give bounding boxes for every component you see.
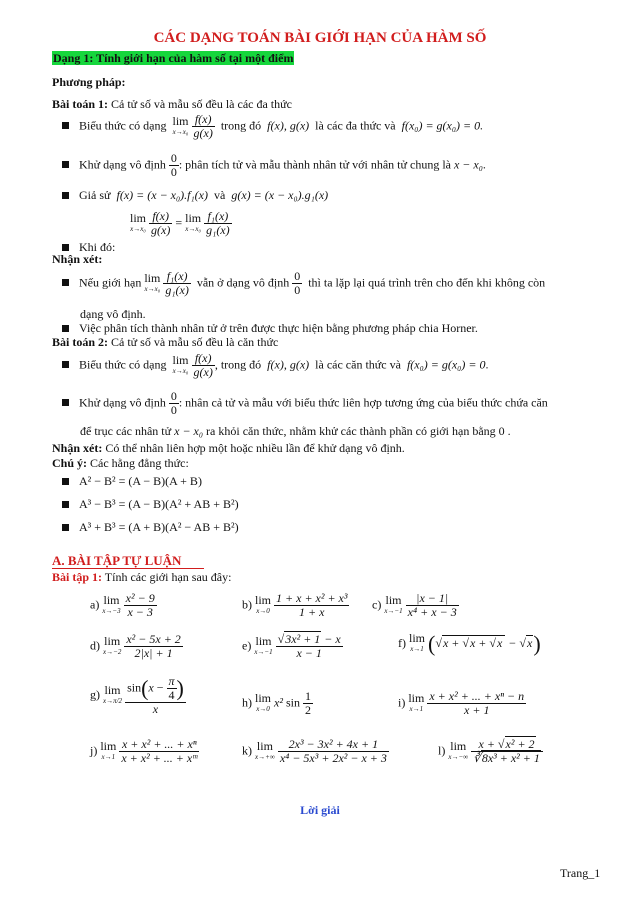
bt1-expr-mid2: là các đa thức và — [315, 118, 396, 133]
identity-3 — [62, 520, 239, 535]
bullet-icon — [62, 325, 69, 332]
identity-text: A² − B² = (A − B)(A + B) — [79, 474, 202, 488]
chu-y — [52, 456, 189, 471]
bt2-khu-row: Khử dạng vô định $\frac{0}{0}$ : nhân cả tử và mẫu với biểu thức liên hợp tương ứng của biểu thức chứa căn — [62, 390, 548, 417]
bt1-expr-prefix: Biểu thức có dạng — [79, 118, 167, 133]
exercise-a: a) lim x→−3 $\frac{\text{x² − 9}}{x - 3}$ — [90, 591, 155, 619]
bai-toan-2-text: Cả tử số và mẫu số đều là căn thức — [108, 335, 279, 349]
exercise-label: c) — [372, 597, 382, 612]
bt1-khu-suffix: : phân tích tử và mẫu thành nhân tử với nhân tử chung là — [178, 157, 451, 172]
exercise-b: b) lim x→0 $\frac{\text{1 + x + x² + x³}}{1 + x}$ — [242, 591, 348, 619]
section-a-heading: A. BÀI TẬP TỰ LUẬN — [52, 553, 182, 568]
identity-text: A³ + B³ = (A + B)(A² − AB + B²) — [79, 520, 239, 534]
exercise-i: i) lim x→1 $\frac{\text{x + x² + ... + xⁿ − n}}{x + 1}$ — [398, 689, 525, 717]
exercise-f: f) lim x→1 (√x + √x + √x − √x) — [398, 631, 541, 656]
exercise-j: j) lim x→1 $\frac{\text{x + x² + ... + xⁿ}}{\text{x + x² + ... + xᵐ}}$ — [90, 737, 198, 765]
nx1-a-mid: vẫn ở dạng vô định — [196, 275, 290, 290]
bai-toan-2 — [52, 335, 278, 350]
exercise-label: a) — [90, 597, 100, 612]
exercise-label: e) — [242, 638, 252, 653]
page-title: CÁC DẠNG TOÁN BÀI GIỚI HẠN CỦA HÀM SỐ — [153, 30, 487, 46]
exercise-label: i) — [398, 695, 406, 710]
exercise-label: k) — [242, 743, 252, 758]
bt2-khu-suffix: : nhân cả tử và mẫu với biểu thức liên hợp tương ứng của biểu thức chứa căn — [178, 395, 548, 410]
bt2-khu-cont-a: để trục các nhân tử — [80, 424, 172, 438]
nhan-xet-1-a: Nếu giới hạn lim x→x₀ $\frac{\text{f₁(x)}}{\text{g₁(x)}}$ vẫn ở dạng vô định $\frac{0}{0}$ thì ta lặp lại quá trình trên cho đến khi không còn — [62, 270, 545, 297]
fraction-zero-zero: $\frac{0}{0}$ — [170, 151, 177, 179]
bt1-gia-su: Giả sử — [79, 188, 111, 202]
exercise-label: l) — [438, 743, 446, 758]
nhan-xet-2 — [52, 441, 405, 456]
bt2-khu-cont-b: ra khỏi căn thức, nhằm khử các thành phần có giới hạn bằng 0 . — [206, 424, 511, 438]
bullet-icon — [62, 161, 69, 168]
exercise-d: d) lim x→−2 $\frac{\text{x² − 5x + 2}}{2|x| + 1}$ — [90, 632, 181, 660]
bt1-khi-do-formula: lim x→x₀ $\frac{f(x)}{g(x)}$ = lim x→x₀ $\frac{\text{f₁(x)}}{\text{g₁(x)}}$ — [130, 209, 230, 237]
nhan-xet-1-a-cont: dạng vô định. — [80, 307, 146, 321]
bt2-khu-cont: để trục các nhân tử x − x₀ ra khỏi căn thức, nhằm khử các thành phần có giới hạn bằng 0 . — [80, 424, 511, 438]
bt1-gia-su-row: Giả sử f(x) = (x − x₀).f₁(x) và g(x) = (x − x₀).g₁(x) — [62, 188, 328, 203]
exercise-k: k) lim x→+∞ $\frac{\text{2x³ − 3x² + 4x + 1}}{\text{x⁴ − 5x³ + 2x² − x + 3}}$ — [242, 737, 387, 765]
bt1-khu-prefix: Khử dạng vô định — [79, 157, 166, 172]
bullet-icon — [62, 244, 69, 251]
bai-toan-1 — [52, 97, 292, 112]
bai-tap-1 — [52, 570, 231, 585]
nhan-xet-2-label: Nhận xét: — [52, 441, 103, 455]
exercise-label: d) — [90, 638, 100, 653]
exercise-label: j) — [90, 743, 98, 758]
bullet-icon — [62, 192, 69, 199]
nx1-b-text: Việc phân tích thành nhân tử ở trên được thực hiện bằng phương pháp chia Horner. — [79, 321, 478, 335]
bt1-va: và — [214, 188, 226, 202]
bt1-expression-row: Biểu thức có dạng lim x→x₀ $\frac{f(x)}{g(x)}$ trong đó f(x), g(x) là các đa thức và f(x₀) = g(x₀) = 0. — [62, 113, 483, 140]
bullet-icon — [62, 399, 69, 406]
bai-toan-1-text: Cả tử số và mẫu số đều là các đa thức — [108, 97, 292, 111]
bullet-icon — [62, 501, 69, 508]
bullet-icon — [62, 361, 69, 368]
bullet-icon — [62, 122, 69, 129]
exercise-c: c) lim x→−1 $\frac{|x - 1|}{\text{x⁴ + x − 3}}$ — [372, 591, 457, 619]
identity-2 — [62, 497, 239, 512]
bt2-khu-prefix: Khử dạng vô định — [79, 395, 166, 410]
page-number: Trang_1 — [560, 866, 601, 880]
bai-tap-1-text: Tính các giới hạn sau đây: — [102, 570, 232, 584]
bt1-expr-mid: trong đó — [220, 118, 262, 133]
nhan-xet-1: Nhận xét: — [52, 252, 103, 266]
nhan-xet-2-text: Có thể nhân liên hợp một hoặc nhiều lần để khử dạng vô định. — [102, 441, 405, 455]
bt1-khu-row: Khử dạng vô định $\frac{0}{0}$ : phân tích tử và mẫu thành nhân tử với nhân tử chung là x − x₀. — [62, 152, 486, 179]
limit-symbol: lim x→x₀ — [172, 113, 189, 136]
exercise-label: b) — [242, 597, 252, 612]
bai-toan-2-label: Bài toán 2: — [52, 335, 109, 349]
bt2-expr-mid: , trong đó — [214, 357, 262, 372]
loi-giai-heading: Lời giải — [300, 803, 340, 817]
section-a-underline — [52, 568, 204, 569]
section-dang-1: Dạng 1: Tính giới hạn của hàm số tại một điểm — [53, 51, 294, 65]
chu-y-text: Các hằng đẳng thức: — [87, 456, 189, 470]
bai-tap-1-label: Bài tập 1: — [52, 570, 103, 584]
identity-text: A³ − B³ = (A − B)(A² + AB + B²) — [79, 497, 239, 511]
bullet-icon — [62, 478, 69, 485]
chu-y-label: Chú ý: — [52, 456, 88, 470]
fraction: $\frac{f(x)}{g(x)}$ — [193, 112, 213, 140]
exercise-l: l) lim x→−∞ $\frac{\text{x + √x² + 2}}{\text{∛8x³ + x² + 1}}$ — [438, 738, 543, 765]
exercise-e: e) lim x→−1 $\frac{\text{√3x² + 1 − x}}{x - 1}$ — [242, 632, 341, 660]
bullet-icon — [62, 524, 69, 531]
phuong-phap-heading: Phương pháp: — [52, 75, 126, 89]
bt2-expr-prefix: Biểu thức có dạng — [79, 357, 167, 372]
bai-toan-1-label: Bài toán 1: — [52, 97, 109, 111]
exercise-h: h) lim x→0 x² sin $\frac{1}{2}$ — [242, 689, 311, 717]
bt2-expression-row: Biểu thức có dạng lim x→x₀ $\frac{f(x)}{g(x)}$ , trong đó f(x), g(x) là các căn thức và f(x₀) = g(x₀) = 0. — [62, 352, 488, 379]
exercise-label: g) — [90, 687, 100, 702]
exercise-g: g) lim x→π/2 sin(x − $\frac{\pi}{4}$ ) x — [90, 674, 184, 716]
nhan-xet-1-b — [62, 321, 478, 336]
bt1-khi-do: Khi đó: — [79, 240, 116, 254]
exercise-label: h) — [242, 695, 252, 710]
nx1-a-suffix: thì ta lặp lại quá trình trên cho đến khi không còn — [308, 275, 546, 290]
bullet-icon — [62, 279, 69, 286]
exercise-label: f) — [398, 635, 406, 650]
identity-1 — [62, 474, 202, 489]
nx1-a-prefix: Nếu giới hạn — [79, 275, 142, 290]
bt2-expr-mid2: là các căn thức và — [315, 357, 401, 372]
